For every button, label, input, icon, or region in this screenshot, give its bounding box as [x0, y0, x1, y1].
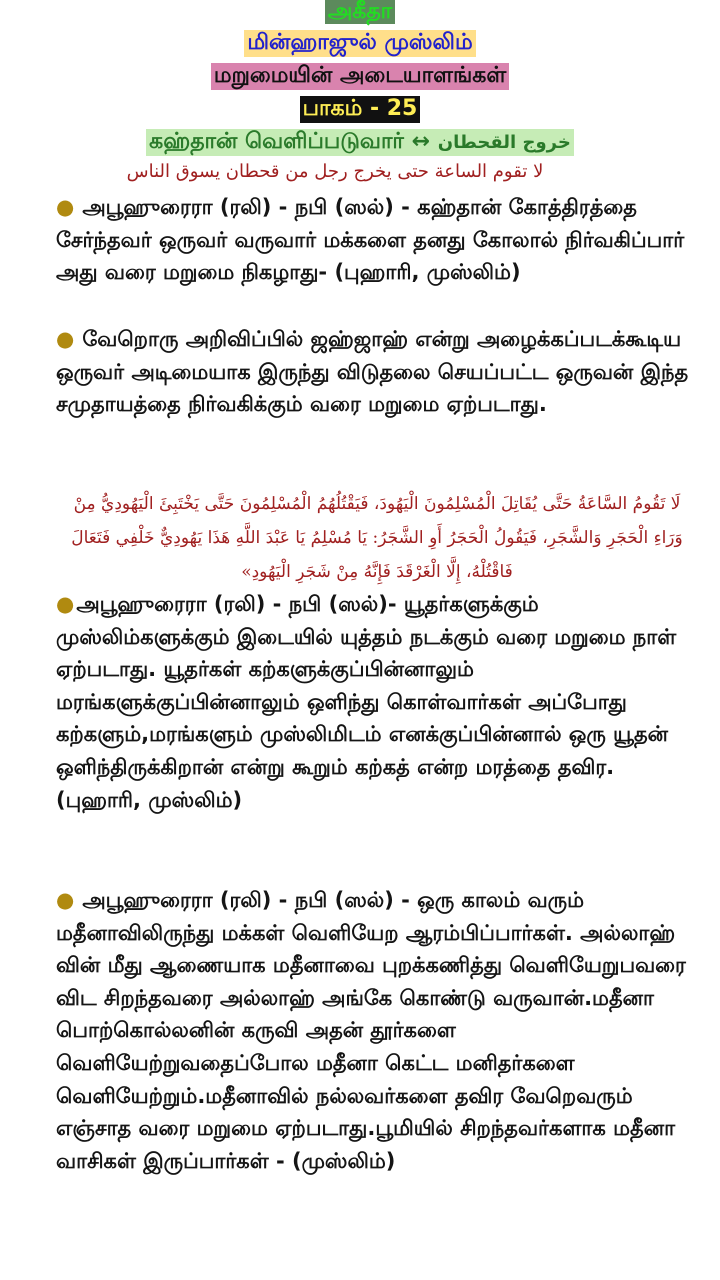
hadith-arabic-1: لا تقوم الساعة حتى يخرج رجل من قحطان يسوق الناس — [126, 161, 544, 182]
part-badge: பாகம் - 25 — [300, 96, 421, 123]
header — [0, 0, 720, 181]
subtitle — [146, 129, 574, 156]
paragraph-2 — [56, 323, 692, 421]
hadith-arabic-2: لَا تَقُومُ السَّاعَةُ حَتَّى يُقَاتِلَ الْمُسْلِمُونَ الْيَهُودَ، فَيَقْتُلُهُمُ الْمُسْلِمُونَ حَتَّى يَخْتَبِئَ الْيَهُودِيُّ مِنْ وَرَاءِ الْحَجَرِ وَالشَّجَرِ، فَيَقُولُ الْحَجَرُ أَوِ الشَّجَرُ: يَا مُسْلِمُ يَا عَبْدَ اللَّهِ هَذَا يَهُودِيٌّ خَلْفِي فَتَعَالَ فَاقْتُلْهُ، إِلَّا الْغَرْقَدَ فَإِنَّهُ مِنْ شَجَرِ الْيَهُودِ» — [71, 494, 683, 582]
bullet-icon: ● — [56, 592, 75, 616]
paragraph-1 — [56, 191, 692, 289]
subtitle-arrow: ↔ — [411, 129, 431, 154]
subtitle-tamil: கஹ்தான் வெளிப்படுவார் — [149, 129, 404, 154]
topic-title: மறுமையின் அடையாளங்கள் — [211, 63, 509, 90]
paragraph-4-text: அபூஹுரைரா (ரலி) - நபி (ஸல்) - ஒரு காலம் வரும் மதீனாவிலிருந்து மக்கள் வெளியேற ஆரம்பிப்பார்கள். அல்லாஹ் வின் மீது ஆணையாக மதீனாவை புறக்கணித்து வெளியேறுபவரை விட சிறந்தவரை அல்லாஹ் அங்கே கொண்டு வருவான்.மதீனா பொற்கொல்லனின் கருவி அதன் தூர்களை வெளியேற்றுவதைப்போல மதீனா கெட்ட மனிதர்களை வெளியேற்றும்.மதீனாவில் நல்லவர்களை தவிர வேறெவரும் எஞ்சாத வரை மறுமை ஏற்படாது.பூமியில் சிறந்தவர்களாக மதீனா வாசிகள் இருப்பார்கள் - (முஸ்லிம்) — [56, 888, 686, 1173]
subtitle-arabic: خروج القحطان — [437, 132, 571, 153]
paragraph-3-text: அபூஹுரைரா (ரலி) - நபி (ஸல்)- யூதர்களுக்கும் முஸ்லிம்களுக்கும் இடையில் யுத்தம் நடக்கும் வரை மறுமை நாள் ஏற்படாது. யூதர்கள் கற்களுக்குப்பின்னாலும் மரங்களுக்குப்பின்னாலும் ஒளிந்து கொள்வார்கள் அப்போது கற்களும்,மரங்களும் முஸ்லிமிடம் எனக்குப்பின்னால் ஒரு யூதன் ஒளிந்திருக்கிறான் என்று கூறும் கற்கத் என்ற மரத்தை தவிர. (புஹாரி, முஸ்லிம்) — [56, 592, 677, 812]
paragraph-2-text: வேறொரு அறிவிப்பில் ஜஹ்ஜாஹ் என்று அழைக்கப்படக்கூடிய ஒருவர் அடிமையாக இருந்து விடுதலை செயப்பட்ட ஒருவன் இந்த சமுதாயத்தை நிர்வகிக்கும் வரை மறுமை ஏற்படாது. — [56, 327, 689, 417]
paragraph-4 — [56, 884, 692, 1177]
page-title: அகீதா — [325, 0, 395, 24]
book-title: மின்ஹாஜுல் முஸ்லிம் — [244, 30, 475, 57]
bullet-icon: ● — [56, 888, 75, 912]
paragraph-1-text: அபூஹுரைரா (ரலி) - நபி (ஸல்) - கஹ்தான் கோத்திரத்தை சேர்ந்தவர் ஒருவர் வருவார் மக்களை தனது கோலால் நிர்வகிப்பார் அது வரை மறுமை நிகழாது- (புஹாரி, முஸ்லிம்) — [56, 195, 685, 285]
bullet-icon: ● — [56, 327, 75, 351]
bullet-icon: ● — [56, 195, 75, 219]
paragraph-3 — [56, 588, 692, 816]
